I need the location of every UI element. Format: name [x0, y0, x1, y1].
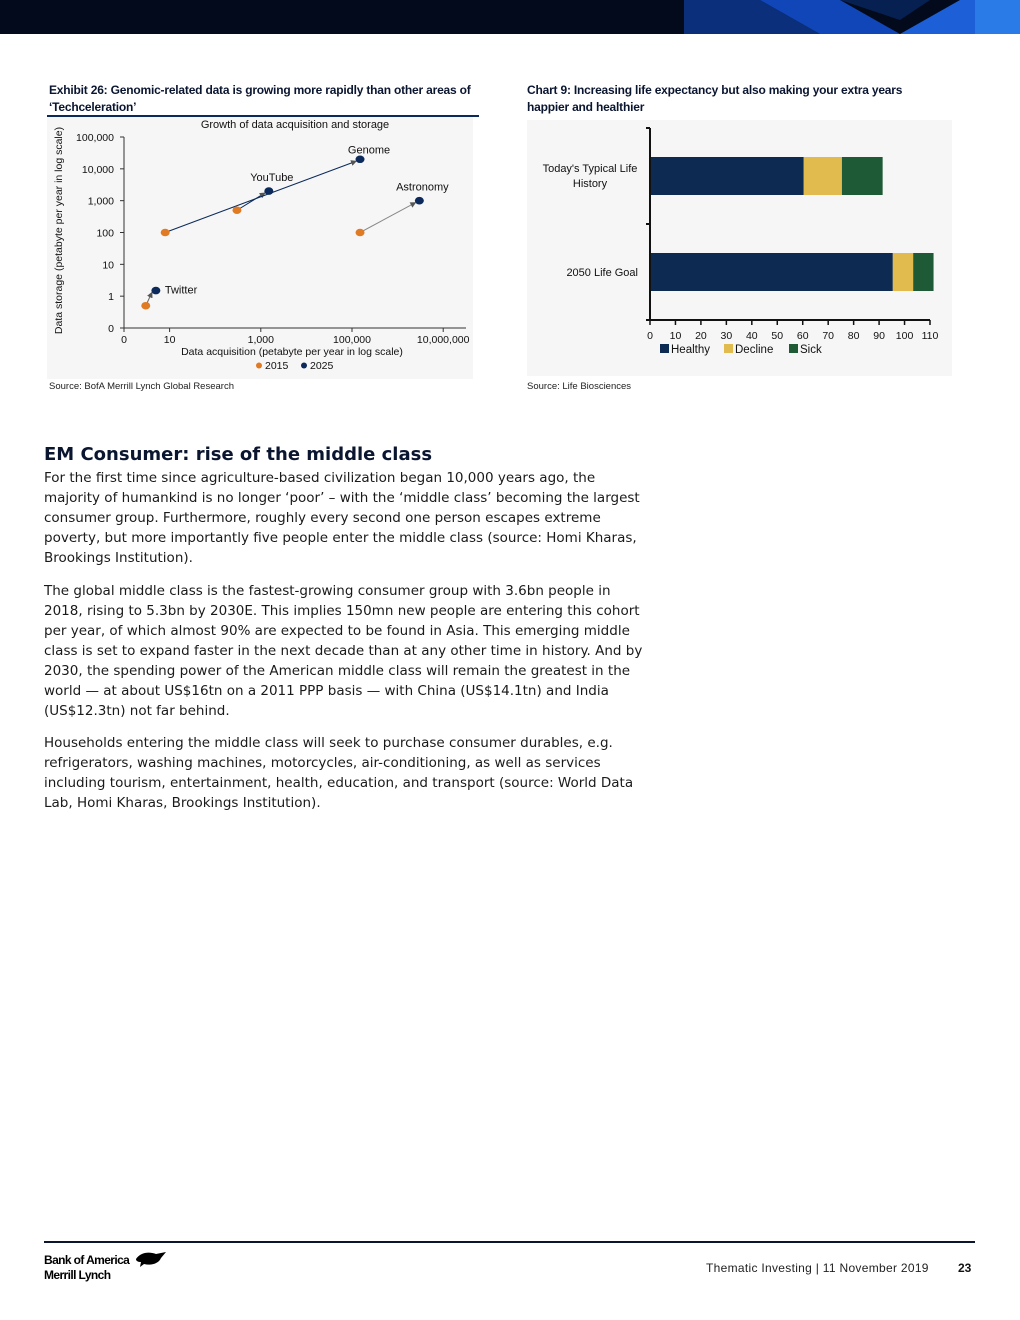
scatter-x-label: Data acquisition (petabyte per year in log scale): [181, 346, 403, 358]
scatter-connector-astronomy: [360, 203, 415, 233]
stacked-bar-chart: [527, 120, 952, 376]
scatter-point-label-astronomy: Astronomy: [396, 181, 449, 194]
legend-sick-swatch: [789, 344, 798, 353]
paragraph-3: Households entering the middle class will seek to purchase consumer durables, e.g. refrigerators, washing machines, motorcycles, air-conditioning, as well as services including tourism, entertainment, health, education, and transport (source: World Data Lab, Homi Kharas, Brookings Institution).: [44, 735, 634, 811]
bar-segment-decline-2050: [893, 253, 913, 291]
footer-publication: Thematic Investing | 11 November 2019: [706, 1261, 929, 1275]
scatter-point-2025-youtube: [264, 187, 273, 195]
paragraph-1: For the first time since agriculture-based civilization began 10,000 years ago, the majority of humankind is no longer ‘poor’ – with the ‘middle class’ becoming the largest consumer group. Furthermore, roughly every second one person escapes extreme poverty, but more importantly five people enter the middle class (source: Homi Kharas, Brookings Institution).: [44, 470, 640, 566]
header-banner: [0, 0, 1020, 34]
exhibit-26-title: Exhibit 26: Genomic-related data is growing more rapidly than other areas of ‘Techceleration’: [49, 83, 471, 114]
bar-x-tick-label: 10: [669, 330, 682, 342]
scatter-point-label-genome: Genome: [347, 144, 391, 157]
bar-x-tick-label: 0: [647, 330, 653, 342]
bar-segment-sick-today: [842, 157, 883, 195]
bank-logo: [44, 1250, 174, 1284]
legend-2025-swatch: [301, 363, 307, 369]
bar-x-tick-label: 100: [895, 330, 914, 342]
chart-9-source: Source: Life Biosciences: [527, 381, 632, 392]
scatter-chart: [47, 117, 473, 379]
scatter-y-tick-label: 100,000: [76, 132, 114, 144]
scatter-point-2015-twitter: [141, 302, 150, 310]
exhibit-26-source: Source: BofA Merrill Lynch Global Research: [49, 381, 234, 392]
bar-x-tick-label: 110: [921, 330, 939, 342]
section-heading: EM Consumer: rise of the middle class: [44, 444, 433, 465]
scatter-point-label-twitter: Twitter: [164, 284, 198, 297]
scatter-y-tick-label: 0: [108, 323, 114, 335]
bar-segment-decline-today: [804, 157, 842, 195]
bar-category-label-2050: 2050 Life Goal: [566, 267, 638, 279]
scatter-y-tick-label: 1,000: [87, 195, 114, 208]
bar-category-label-today: [543, 163, 638, 190]
scatter-title: Growth of data acquisition and storage: [200, 119, 390, 131]
legend-2015-swatch: [256, 363, 262, 369]
legend-healthy-swatch: [660, 344, 669, 353]
bar-x-tick-label: 50: [771, 330, 784, 342]
scatter-connector-youtube: [237, 193, 265, 210]
bar-category-label-today-line1: Today's Typical Life: [542, 163, 638, 175]
scatter-point-2025-genome: [356, 155, 365, 163]
header-banner-graphic: [0, 0, 1020, 34]
legend-2015-label: 2015: [265, 360, 289, 372]
bar-x-tick-label: 80: [847, 330, 860, 342]
bar-segment-healthy-today: [651, 157, 804, 195]
paragraph-2: The global middle class is the fastest-growing consumer group with 3.6bn people in 2018, rising to 5.3bn by 2030E. This implies 150mn new people are entering this cohort per year, of which almost 90% are expected to be found in Asia. This emerging middle class is set to expand faster in the next decade than at any other time in history. And by 2030, the spending power of the American middle class will remain the greatest in the world — at about US$16tn on a 2011 PPP basis — with China (US$14.1tn) and India (US$12.3tn) not far behind.: [44, 583, 643, 719]
logo-line-1: Bank of America: [44, 1253, 130, 1267]
scatter-x-tick-label: 0: [121, 334, 127, 346]
bull-icon: [134, 1250, 168, 1268]
bar-segment-healthy-2050: [651, 253, 893, 291]
footer-rule: [44, 1241, 975, 1243]
scatter-y-label: Data storage (petabyte per year in log scale): [53, 126, 65, 335]
bar-x-tick-label: 90: [873, 330, 885, 342]
scatter-point-2025-twitter: [151, 287, 160, 295]
scatter-point-2015-youtube: [232, 206, 241, 214]
scatter-y-tick-label: 100: [96, 227, 114, 240]
scatter-x-tick-label: 10,000,000: [416, 334, 470, 346]
bar-x-tick-label: 30: [720, 330, 733, 342]
legend-sick-label: Sick: [800, 344, 822, 356]
bar-x-tick-label: 20: [695, 330, 707, 342]
scatter-point-2015-genome: [161, 229, 170, 237]
scatter-point-2025-astronomy: [415, 197, 424, 205]
scatter-y-tick-label: 10,000: [81, 163, 114, 176]
scatter-y-tick-label: 10: [102, 259, 114, 272]
bar-x-tick-label: 40: [745, 330, 758, 342]
legend-healthy-label: Healthy: [671, 344, 710, 356]
logo-line-2: Merrill Lynch: [44, 1268, 111, 1282]
page-number: 23: [958, 1261, 972, 1275]
bar-x-tick-label: 60: [796, 330, 809, 342]
legend-2025-label: 2025: [310, 360, 334, 372]
scatter-y-tick-label: 1: [108, 291, 114, 304]
bar-x-tick-label: 70: [822, 330, 835, 342]
chart-9-title: Chart 9: Increasing life expectancy but also making your extra years happier and healthier: [527, 83, 903, 114]
bar-category-label-today-line2: History: [572, 178, 608, 190]
scatter-point-label-youtube: YouTube: [250, 172, 294, 185]
scatter-x-tick-label: 1,000: [247, 334, 274, 346]
bar-segment-sick-2050: [913, 253, 933, 291]
scatter-x-tick-label: 10: [163, 334, 176, 346]
legend-decline-label: Decline: [735, 344, 774, 356]
scatter-point-2015-astronomy: [356, 229, 365, 237]
bar-chart-container: [527, 120, 952, 376]
scatter-chart-container: [47, 117, 473, 379]
scatter-x-tick-label: 100,000: [333, 334, 371, 346]
legend-decline-swatch: [724, 344, 733, 353]
